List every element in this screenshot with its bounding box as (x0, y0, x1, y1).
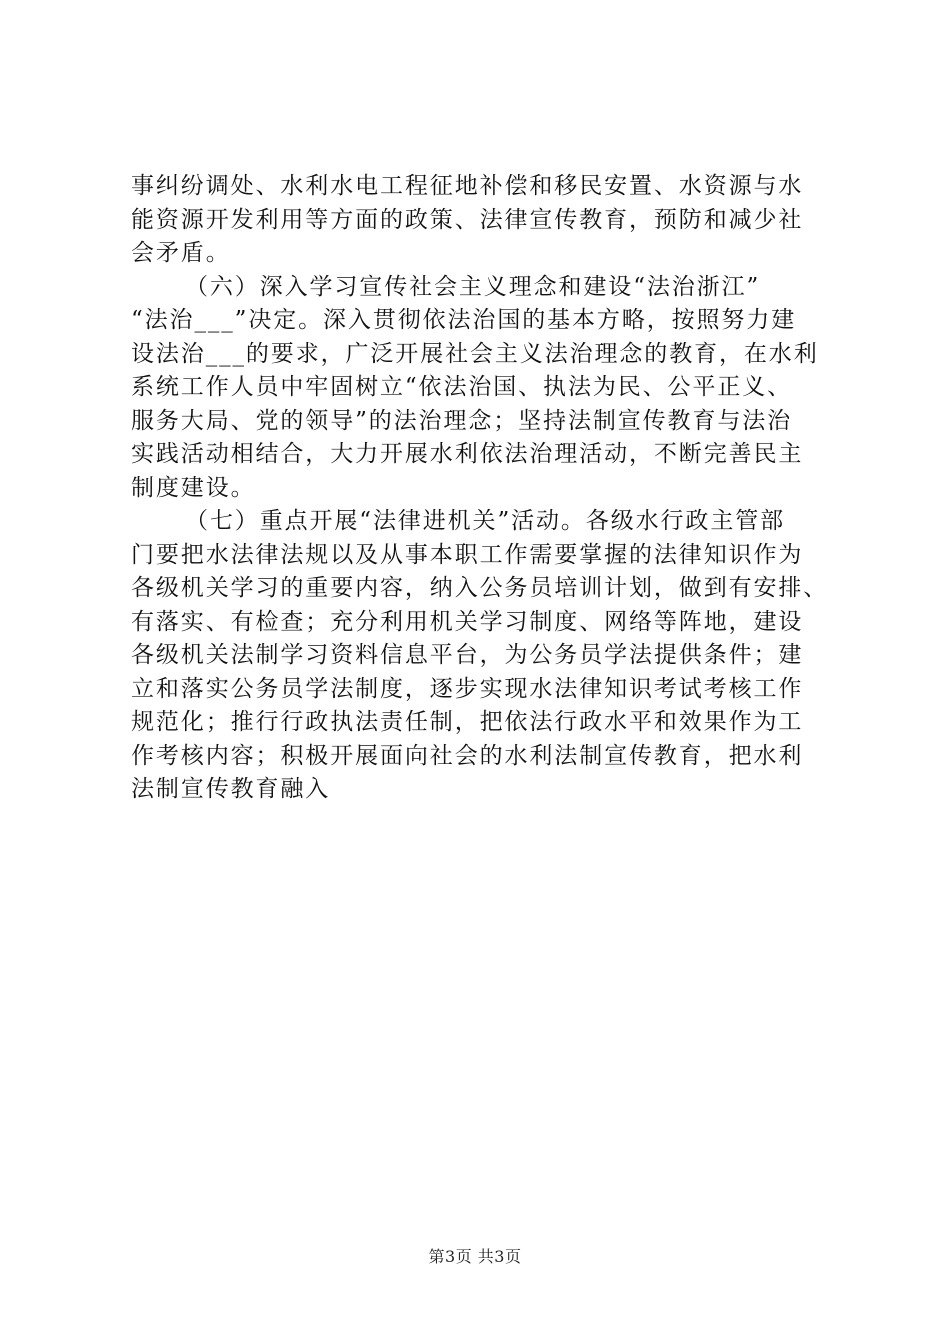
document-body (131, 170, 831, 807)
paragraph-line: 设法治___的要求，广泛开展社会主义法治理念的教育，在水利 (131, 340, 819, 367)
section-six-heading-line: （六）深入学习宣传社会主义理念和建设“法治浙江” (185, 273, 761, 300)
paragraph-line: 作考核内容；积极开展面向社会的水利法制宣传教育，把水利 (131, 742, 804, 769)
paragraph-line: 有落实、有检查；充分利用机关学习制度、网络等阵地，建设 (131, 608, 804, 635)
paragraph-line: 服务大局、党的领导”的法治理念；坚持法制宣传教育与法治 (131, 407, 793, 434)
paragraph-line: 事纠纷调处、水利水电工程征地补偿和移民安置、水资源与水 (131, 173, 804, 199)
paragraph-line: 各级机关学习的重要内容，纳入公务员培训计划，做到有安排、 (131, 575, 829, 601)
page-number-footer: 第3页 共3页 (428, 1247, 522, 1266)
paragraph-line: 立和落实公务员学法制度，逐步实现水法律知识考试考核工作 (131, 675, 804, 702)
paragraph-line: “法治___”决定。深入贯彻依法治国的基本方略，按照努力建 (131, 307, 797, 333)
section-seven-heading-line: （七）重点开展“法律进机关”活动。各级水行政主管部 (185, 508, 786, 534)
paragraph-line: 会矛盾。 (131, 240, 231, 266)
paragraph-line: 门要把水法律法规以及从事本职工作需要掌握的法律知识作为 (131, 541, 804, 568)
paragraph-line: 各级机关法制学习资料信息平台，为公务员学法提供条件；建 (131, 642, 804, 668)
paragraph-line: 法制宣传教育融入 (131, 776, 331, 802)
paragraph-line: 能资源开发利用等方面的政策、法律宣传教育，预防和减少社 (131, 206, 804, 233)
paragraph-line: 制度建设。 (131, 474, 256, 501)
paragraph-line: 系统工作人员中牢固树立“依法治国、执法为民、公平正义、 (131, 374, 793, 400)
paragraph-line: 规范化；推行行政执法责任制，把依法行政水平和效果作为工 (131, 709, 804, 735)
paragraph-line: 实践活动相结合，大力开展水利依法治理活动，不断完善民主 (131, 441, 804, 467)
